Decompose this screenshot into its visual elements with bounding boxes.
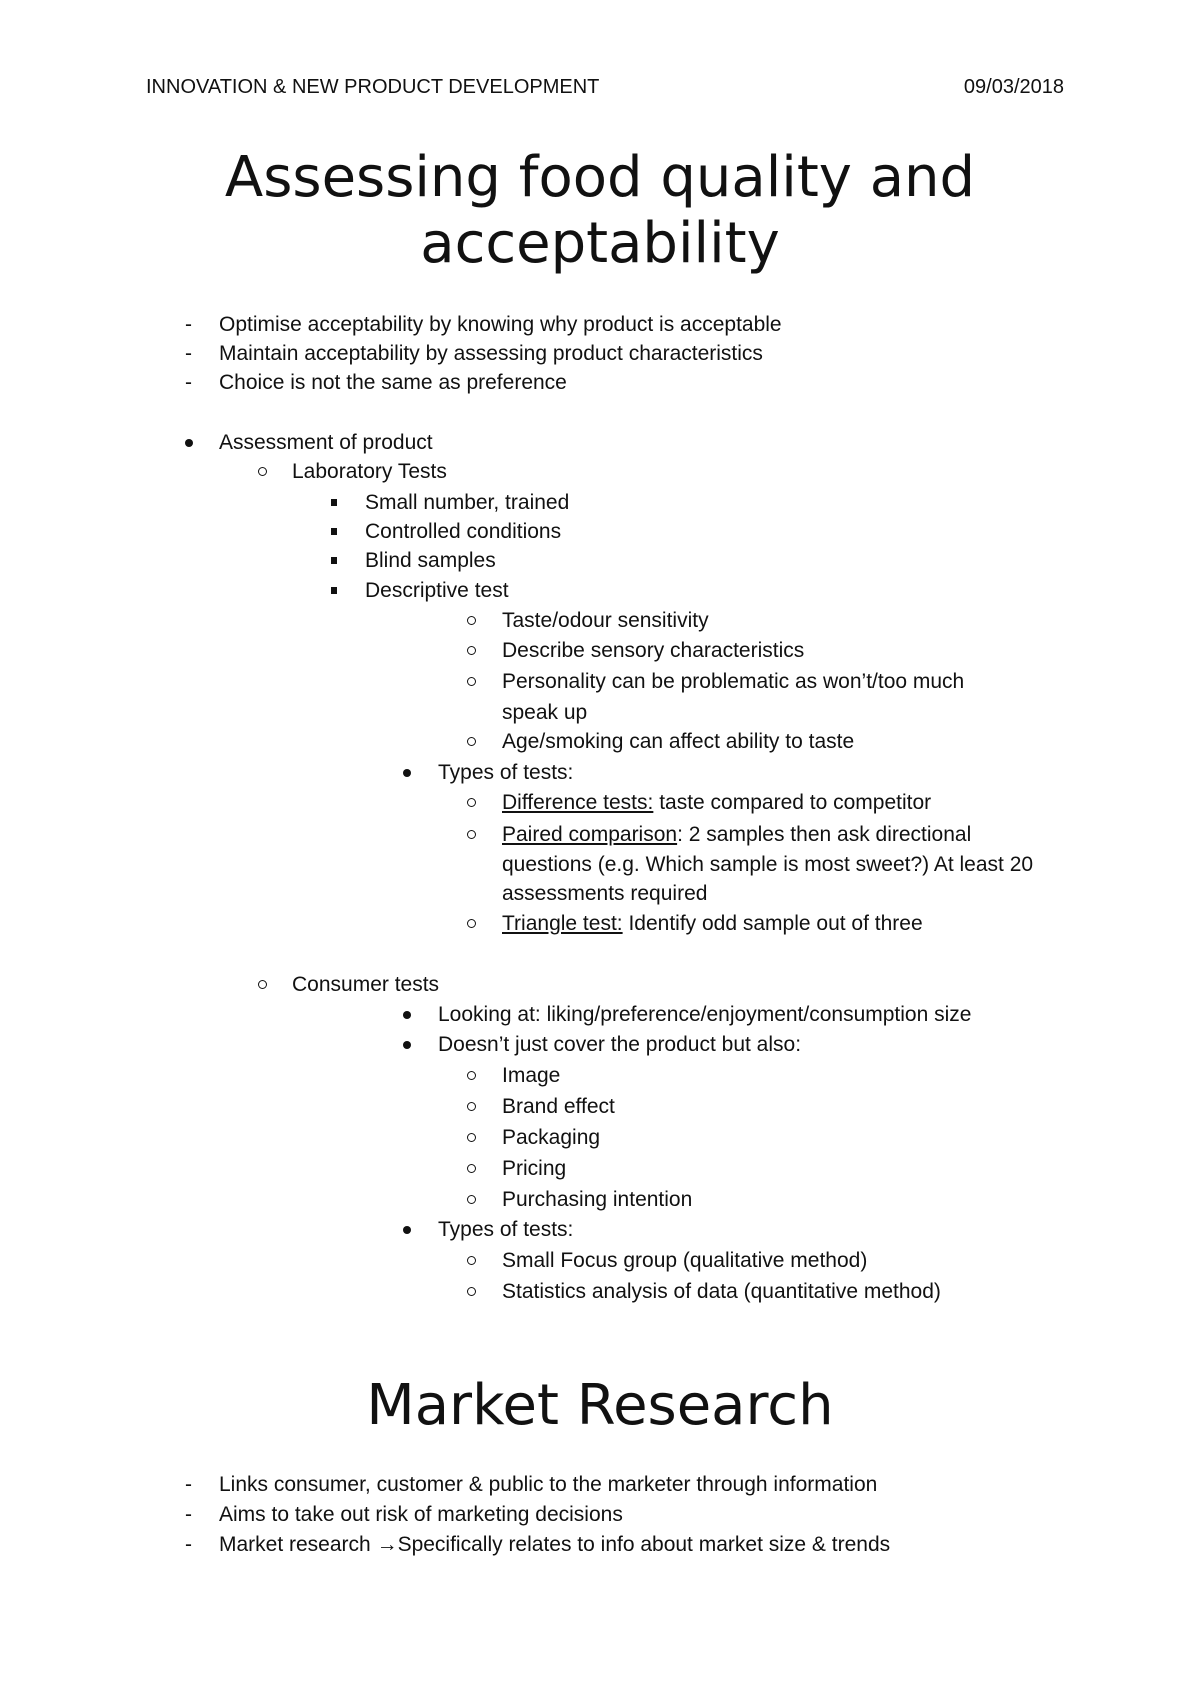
list-item: Statistics analysis of data (quantitative method): [502, 1280, 941, 1303]
list-item: Purchasing intention: [502, 1188, 693, 1211]
item-end: Specifically relates to info about market size & trends: [397, 1533, 891, 1556]
list-item-continued: speak up: [502, 701, 588, 724]
term-label: Difference tests:: [502, 791, 654, 814]
list-item: Image: [502, 1064, 561, 1087]
page-header: [146, 76, 1064, 99]
dash-marker: -: [185, 371, 192, 394]
arrow-icon: →: [376, 1533, 398, 1556]
list-item-paired-comparison: [502, 822, 971, 848]
dash-marker: -: [185, 1473, 192, 1496]
list-item: Doesn’t just cover the product but also:: [438, 1033, 802, 1056]
list-item: Controlled conditions: [365, 520, 562, 543]
list-item: Brand effect: [502, 1095, 615, 1118]
list-item-market-research: [219, 1532, 890, 1558]
list-item-triangle-test: [502, 911, 923, 937]
term-label: Triangle test:: [502, 912, 623, 935]
title-line-2: acceptability: [420, 211, 780, 276]
list-item-difference-tests: [502, 790, 931, 816]
course-title: INNOVATION & NEW PRODUCT DEVELOPMENT: [146, 76, 600, 98]
list-item: Optimise acceptability by knowing why product is acceptable: [219, 313, 782, 336]
list-item: Maintain acceptability by assessing product characteristics: [219, 342, 763, 365]
list-item: Packaging: [502, 1126, 601, 1149]
dash-marker: -: [185, 342, 192, 365]
list-item-continued: assessments required: [502, 882, 708, 905]
dash-marker: -: [185, 313, 192, 336]
list-item: Pricing: [502, 1157, 567, 1180]
header-date: 09/03/2018: [963, 76, 1064, 98]
list-item: Looking at: liking/preference/enjoyment/consumption size: [438, 1003, 972, 1026]
list-item: Descriptive test: [365, 579, 509, 602]
list-item: Blind samples: [365, 549, 496, 572]
term-description: Identify odd sample out of three: [622, 912, 923, 935]
section-title-assessing: [0, 145, 1200, 277]
list-item: Taste/odour sensitivity: [502, 609, 709, 632]
list-item: Personality can be problematic as won’t/too much: [502, 670, 965, 693]
list-item: Describe sensory characteristics: [502, 639, 805, 662]
dash-marker: -: [185, 1503, 192, 1526]
list-item: Age/smoking can affect ability to taste: [502, 730, 855, 753]
section-title-market-research: Market Research: [366, 1373, 834, 1438]
list-item: Assessment of product: [219, 431, 433, 454]
list-item: Laboratory Tests: [292, 460, 447, 483]
list-item: Aims to take out risk of marketing decisions: [219, 1503, 623, 1526]
list-item: Types of tests:: [438, 761, 574, 784]
list-item-continued: questions (e.g. Which sample is most sweet?) At least 20: [502, 853, 1034, 876]
term-description: : 2 samples then ask directional: [677, 823, 972, 846]
item-start: Market research: [219, 1533, 377, 1556]
list-item: Small number, trained: [365, 491, 570, 514]
list-item: Choice is not the same as preference: [219, 371, 567, 394]
term-description: taste compared to competitor: [653, 791, 932, 814]
list-item: Consumer tests: [292, 973, 440, 996]
dash-marker: -: [185, 1533, 192, 1556]
title-line-1: Assessing food quality and: [224, 145, 976, 210]
term-label: Paired comparison: [502, 823, 678, 846]
list-item: Links consumer, customer & public to the marketer through information: [219, 1473, 878, 1496]
list-item: Types of tests:: [438, 1218, 574, 1241]
list-item: Small Focus group (qualitative method): [502, 1249, 868, 1272]
